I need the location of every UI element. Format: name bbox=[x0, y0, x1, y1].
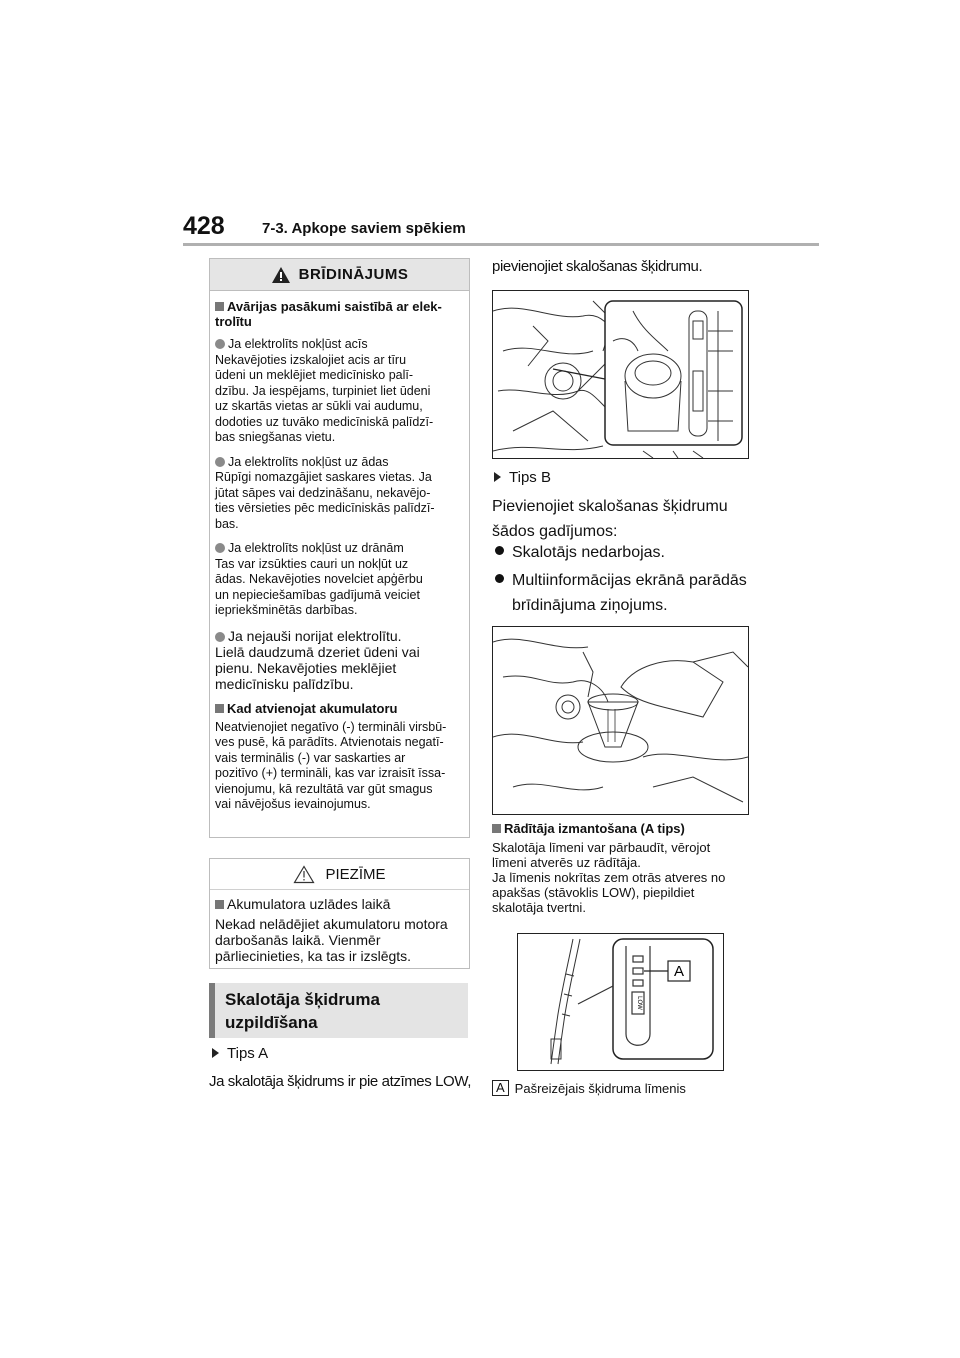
dipstick-illustration bbox=[517, 933, 724, 1071]
engine-reservoir-illustration bbox=[492, 290, 749, 459]
bullet-item: Skalotājs nedarbojas. bbox=[492, 540, 665, 565]
warning-item-clothes: Ja elektrolīts nokļūst uz drānām Tas var izsūkties cauri un nokļūt uz ādas. Nekavējoties novelciet apģērbu un nepieciešamības gadījumā veiciet iepriekšminētās darbības. bbox=[215, 541, 423, 617]
note-heading: Akumulatora uzlādes laikā bbox=[215, 896, 463, 912]
warning-title: BRĪDINĀJUMS bbox=[298, 266, 409, 283]
triangle-bullet-icon bbox=[494, 472, 501, 482]
indicator-heading: Rādītāja izmantošana (A tips) bbox=[492, 821, 685, 836]
warning-box bbox=[209, 258, 470, 838]
warning-item-swallow: Ja nejauši norijat elektrolītu. Lielā daudzumā dzeriet ūdeni vai pienu. Nekavējoties meklējiet medicīnisku palīdzību. bbox=[215, 627, 420, 692]
section-heading: Skalotāja šķidruma uzpildīšana bbox=[209, 983, 468, 1038]
note-text: Nekad nelādējiet akumulatoru motora darbošanās laikā. Vienmēr pārliecinieties, ka tas ir izslēgts. bbox=[215, 916, 448, 964]
continuation-text: pievienojiet skalošanas šķidrumu. bbox=[492, 258, 703, 275]
funnel-pouring-illustration bbox=[492, 626, 749, 815]
circle-bullet-icon bbox=[215, 632, 225, 642]
triangle-bullet-icon bbox=[212, 1048, 219, 1058]
tip-b-text: Pievienojiet skalošanas šķidrumu šādos gadījumos: bbox=[492, 498, 728, 540]
square-bullet-icon bbox=[492, 824, 501, 833]
warning-text-disconnect: Neatvienojiet negatīvo (-) termināli virsbū- ves pusē, kā parādīts. Atvienotais negatī- vais terminālis (-) var saskarties ar pozitīvo (+) termināli, kas var izraisīt īssa- vienojumu, kā rezultātā var gūt smagus vai nāvējošus ievainojumus. bbox=[215, 719, 447, 811]
indicator-text: Skalotāja līmeni var pārbaudīt, vērojot līmeni atverēs uz rādītāja. Ja līmenis nokrītas zem otrās atveres no apakšas (stāvoklis LOW), piepildiet skalotāja tvertni. bbox=[492, 840, 726, 915]
note-title: PIEZĪME bbox=[325, 865, 386, 883]
note-header bbox=[210, 859, 469, 890]
warning-heading-disconnect: Kad atvienojat akumulatoru bbox=[215, 701, 459, 716]
warning-item-eyes: Ja elektrolīts nokļūst acīs Nekavējoties izskalojiet acis ar tīru ūdeni un meklējiet medicīnisko palī- dzību. Ja iespējams, turpiniet liet ūdeni uz skartās vietas ar sūkli vai audumu, dodoties uz tuvāko medicīniskā palīdzī- bas sniegšanas vietu. bbox=[215, 337, 434, 444]
bullet-dot-icon bbox=[495, 574, 504, 583]
circle-bullet-icon bbox=[215, 543, 225, 553]
legend-text: Pašreizējais šķidruma līmenis bbox=[514, 1080, 686, 1096]
legend-letter: A bbox=[492, 1080, 509, 1096]
square-bullet-icon bbox=[215, 900, 224, 909]
warning-item-skin: Ja elektrolīts nokļūst uz ādas Rūpīgi nomazgājiet saskares vietas. Ja jūtat sāpes vai dedzināšanu, nekavējo- ties vērsieties pēc medicīniskās palīdzī- bas. bbox=[215, 454, 435, 531]
header-rule bbox=[183, 243, 819, 246]
tip-a-label: Tips A bbox=[212, 1045, 268, 1062]
tip-b-label: Tips B bbox=[494, 469, 551, 486]
note-box bbox=[209, 858, 470, 969]
page-number: 428 bbox=[183, 212, 225, 240]
section-title: 7-3. Apkope saviem spēkiem bbox=[262, 220, 466, 237]
dipstick-callout-label: A bbox=[673, 963, 685, 980]
warning-triangle-icon bbox=[271, 266, 291, 284]
bullet-item: Multiinformācijas ekrānā parādās brīdinājuma ziņojums. bbox=[492, 568, 747, 618]
dipstick-low-label: LOW bbox=[636, 996, 642, 1010]
circle-bullet-icon bbox=[215, 339, 225, 349]
caution-triangle-icon bbox=[293, 865, 315, 884]
square-bullet-icon bbox=[215, 302, 224, 311]
circle-bullet-icon bbox=[215, 457, 225, 467]
warning-heading-electrolyte: Avārijas pasākumi saistībā ar elek- trolītu bbox=[215, 299, 442, 329]
tip-a-text: Ja skalotāja šķidrums ir pie atzīmes LOW, bbox=[209, 1073, 472, 1090]
bullet-dot-icon bbox=[495, 546, 504, 555]
square-bullet-icon bbox=[215, 704, 224, 713]
warning-header bbox=[210, 259, 469, 291]
legend bbox=[492, 1080, 686, 1096]
